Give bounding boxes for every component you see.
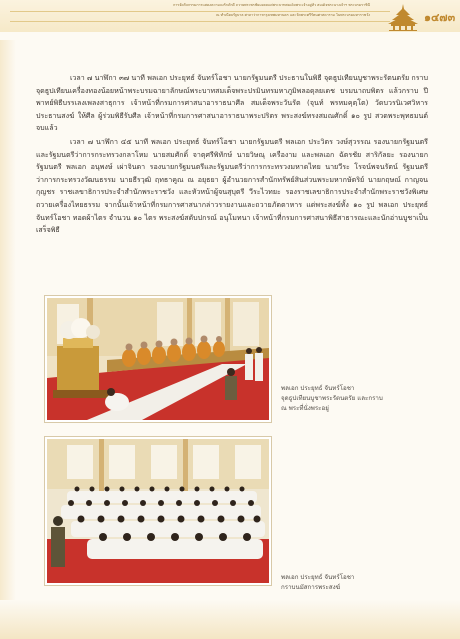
paragraph-2: เวลา ๗ นาฬิกา ๔๕ นาที พลเอก ประยุทธ์ จันทร์โอชา นายกรัฐมนตรี พลเอก ประวิตร วงษ์สุวรรณ รองนายกรัฐมนตรี และรัฐมนตรีว่าการกระทรวงกลาโหม นายสมศักดิ์ จาตุศรีพิทักษ์ นายวิษณุ เครืองาม และพลเอก ฉัตรชัย สาริกัลยะ รองนายกรัฐมนตรี พลเอก อนุพงษ์ เผ่าจินดา รองนายกรัฐมนตรีและรัฐมนตรีว่าการกระทรวงมหาดไทย นายวีระ โรจน์พจนรัตน์ รัฐมนตรีว่าการกระทรวงวัฒนธรรม นายธีรวุฒิ ฤทธาคูณ ณ อยุธยา ผู้อำนวยการสำนักทรัพย์สินส่วนพระมหากษัตริย์ นายกฤษณ์ กาญจนกุญชร ราชเลขาธิการประจำสำนักพระราชวัง และหัวหน้าผู้จนสุบุตรี วีระไวทยะ รองราชเลขาธิการประจำสำนักพระราชวังพิเศษ ถวายเครื่องไทยธรรม จากนั้นเจ้าหน้าที่กรมการศาสนากล่าวรายงานและถวายภัตตาหาร แด่พระสงฆ์ทั้ง ๑๐ รูป พลเอก ประยุทธ์ จันทร์โอชา ทอดผ้าไตร จำนวน ๑๐ ไตร พระสงฆ์สดับปกรณ์ อนุโมทนา เจ้าหน้าที่กรมการศาสนาพิธีสาธารณะและนักอ่านบูชาเป็นเสร็จพิธี (36, 137, 428, 235)
page-header (0, 0, 460, 32)
pavilion-icon (383, 3, 423, 31)
photo-1-caption-line2: จุดธูปเทียนบูชาพระรัตนตรัย และกราบ (281, 395, 383, 402)
header-title-line1: การจัดกิจกรรมการแสดงความจงรักภักดี ถวายพระพรชัยมงคลแด่พระบาทสมเด็จพระเจ้าอยู่หัว สมเด็จพระนางเจ้าฯ พระบรมราชินี (173, 3, 370, 7)
paragraph-1: เวลา ๗ นาฬิกา ๓๗ นาที พลเอก ประยุทธ์ จันทร์โอชา นายกรัฐมนตรี ประธานในพิธี จุดธูปเทียนบูชาพระรัตนตรัย กราบ จุดธูปเทียนเครื่องทองน้อยหน้าพระบรมฉายาลักษณ์พระบาทสมเด็จพระปรมินทรมหาภูมิพลอดุลยเดช บรมนาถบพิตร แล้วกราบ ปีพาทย์พิธีบรรเลงเพลงสาธุการ เจ้าหน้าที่กรมการศาสนาอาราธนาศีล สมเด็จพระวันรัต (จุนท์ พรหมคุตฺโต) วัดบวรนิเวศวิหาร ประธานสงฆ์ ให้ศีล ผู้ร่วมพิธีรับศีล เจ้าหน้าที่กรมการศาสนาอาราธนาพระปริตร พระสงฆ์ทรงสมณศักดิ์ ๑๐ รูป สวดพระพุทธมนต์ จบแล้ว (36, 73, 428, 133)
bottom-decoration (0, 600, 460, 639)
photo-1-caption-line1: พลเอก ประยุทธ์ จันทร์โอชา (281, 385, 355, 392)
ceremony-photo-1 (45, 296, 271, 422)
photo-2-caption-line2: กราบนมัสการพระสงฆ์ (281, 584, 341, 591)
page-number: ๑๔๗๓ (424, 11, 456, 24)
photo-2-caption (281, 573, 431, 593)
photo-1-caption (281, 384, 431, 414)
ceremony-photo-1-image (47, 298, 269, 420)
side-decoration (0, 40, 16, 600)
header-rule (10, 11, 390, 12)
photo-1-caption-line3: ณ พระที่นั่งพระอยู่ (281, 405, 329, 412)
header-title-line2: ณ ทำเนียบรัฐบาล ศาลาว่าการกรุงเทพมหานคร และวัดพระศรีรัตนศาสดาราม ในพระบรมมหาราชวัง (216, 13, 370, 17)
photo-2-caption-line1: พลเอก ประยุทธ์ จันทร์โอชา (281, 574, 355, 581)
header-rule-2 (10, 21, 390, 22)
ceremony-photo-2-image (47, 439, 269, 583)
ceremony-photo-2 (45, 437, 271, 585)
